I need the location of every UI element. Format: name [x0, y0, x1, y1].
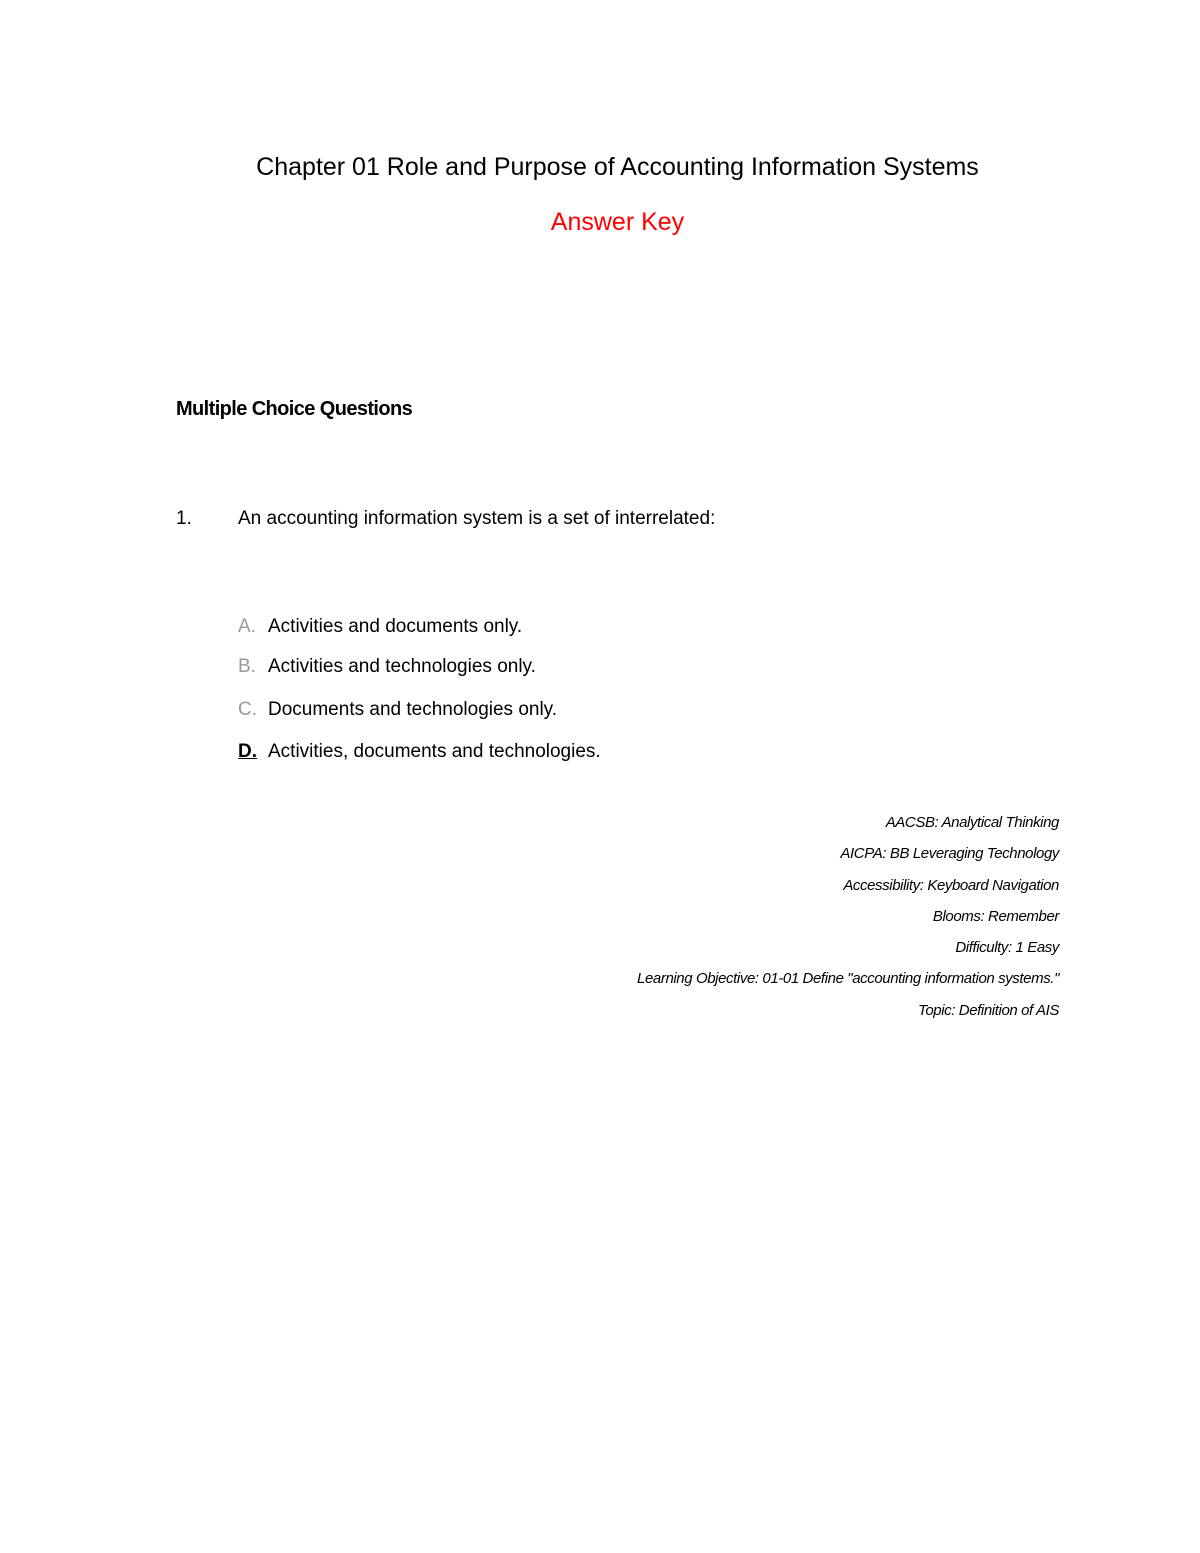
correct-answer-letter: D.	[238, 741, 257, 762]
meta-aicpa: AICPA: BB Leveraging Technology	[840, 845, 1059, 863]
option-text: Activities and technologies only.	[268, 656, 536, 677]
option-b	[238, 654, 536, 680]
option-letter: C.	[238, 699, 257, 720]
option-d-correct	[238, 739, 601, 765]
option-text: Documents and technologies only.	[268, 699, 558, 720]
answer-key-label: Answer Key	[550, 208, 685, 236]
question-metadata	[637, 810, 1059, 1029]
document-title: Chapter 01 Role and Purpose of Accounting Information Systems	[256, 153, 979, 181]
question-number: 1.	[176, 508, 192, 529]
section-heading: Multiple Choice Questions	[176, 398, 413, 420]
option-a	[238, 614, 522, 640]
option-text: Activities, documents and technologies.	[268, 741, 601, 762]
option-text: Activities and documents only.	[268, 616, 523, 637]
option-c	[238, 697, 557, 723]
meta-learning-objective: Learning Objective: 01-01 Define "accounting information systems."	[637, 970, 1059, 988]
meta-accessibility: Accessibility: Keyboard Navigation	[843, 876, 1059, 894]
option-letter: A.	[238, 616, 256, 637]
meta-blooms: Blooms: Remember	[932, 907, 1059, 925]
meta-aacsb: AACSB: Analytical Thinking	[885, 814, 1059, 831]
question-text: An accounting information system is a set of interrelated:	[238, 508, 716, 529]
meta-difficulty: Difficulty: 1 Easy	[955, 939, 1059, 957]
option-letter: B.	[238, 656, 256, 677]
meta-topic: Topic: Definition of AIS	[917, 1001, 1059, 1019]
